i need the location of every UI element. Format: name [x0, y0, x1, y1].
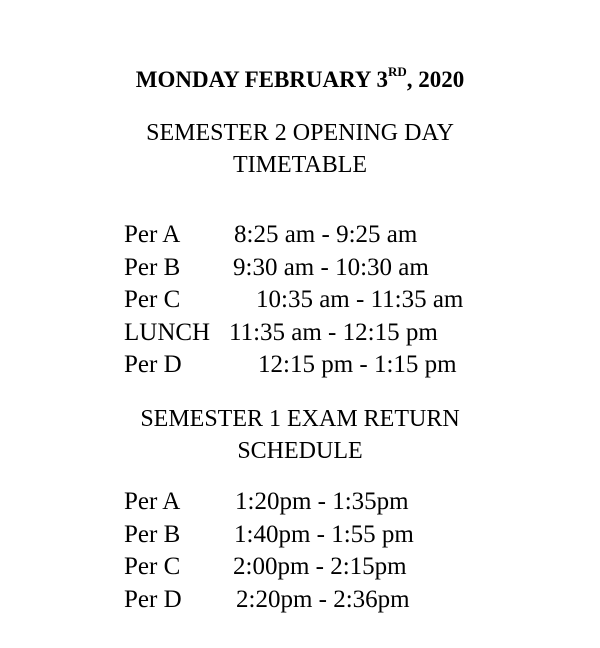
- period-label: Per C: [124, 286, 181, 313]
- exam-return-heading-line1: SEMESTER 1 EXAM RETURN: [140, 406, 460, 432]
- title-rest: , 2020: [406, 67, 465, 92]
- page-title: [0, 64, 600, 96]
- opening-day-heading-line2: TIMETABLE: [232, 152, 368, 178]
- timetable-row: [0, 251, 600, 285]
- period-time: 9:30 am - 10:30 am: [233, 254, 429, 281]
- period-label: Per D: [124, 586, 182, 613]
- title-superscript: RD: [387, 64, 407, 80]
- period-time: 2:20pm - 2:36pm: [236, 586, 410, 613]
- timetable-row: [0, 316, 600, 350]
- title-main: MONDAY FEBRUARY 3: [135, 67, 388, 92]
- period-time: 2:00pm - 2:15pm: [233, 553, 407, 580]
- period-label: Per D: [124, 351, 182, 378]
- schedule-row: [0, 518, 600, 552]
- exam-return-heading: [0, 403, 600, 467]
- period-time: 1:20pm - 1:35pm: [235, 488, 409, 515]
- schedule-row: [0, 583, 600, 617]
- period-time: 12:15 pm - 1:15 pm: [258, 351, 457, 378]
- opening-day-heading-line1: SEMESTER 2 OPENING DAY: [146, 120, 454, 146]
- period-time: 1:40pm - 1:55 pm: [234, 521, 414, 548]
- timetable-row: [0, 348, 600, 382]
- period-label: Per A: [124, 221, 181, 248]
- schedule-row: [0, 485, 600, 519]
- opening-day-heading: [0, 117, 600, 181]
- timetable-row: [0, 218, 600, 252]
- period-label: LUNCH: [124, 319, 211, 346]
- timetable-row: [0, 283, 600, 317]
- schedule-row: [0, 550, 600, 584]
- period-label: Per B: [124, 254, 181, 281]
- period-label: Per C: [124, 553, 181, 580]
- period-label: Per B: [124, 521, 181, 548]
- exam-return-heading-line2: SCHEDULE: [237, 438, 363, 464]
- period-time: 11:35 am - 12:15 pm: [229, 319, 438, 346]
- period-time: 10:35 am - 11:35 am: [256, 286, 464, 313]
- period-label: Per A: [124, 488, 181, 515]
- period-time: 8:25 am - 9:25 am: [234, 221, 418, 248]
